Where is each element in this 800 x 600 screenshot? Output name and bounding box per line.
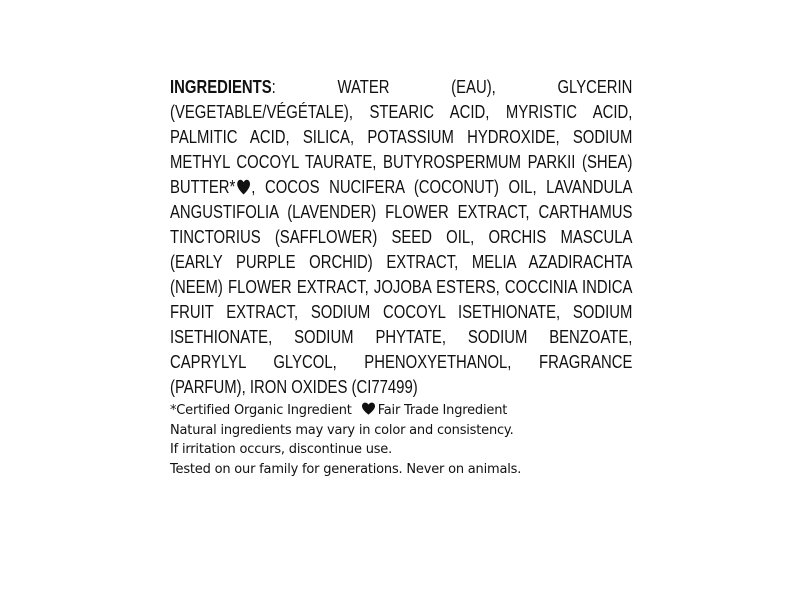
ingredients-text-part-2: , COCOS NUCIFERA (COCONUT) OIL, LAVANDULA ANGUSTIFOLIA (LAVENDER) FLOWER EXTRACT, CARTHAMUS TINCTORIUS (SAFFLOWER) SEED OIL, ORCHIS MASCULA (EARLY PURPLE ORCHID) EXTRACT, MELIA AZADIRACHTA (NEEM) FLOWER EXTRACT, JOJOBA ESTERS, COCCINIA INDICA FRUIT EXTRACT, SODIUM COCOYL ISETHIONATE, SODIUM ISETHIONATE, SODIUM PHYTATE, SODIUM BENZOATE, CAPRYLYL GLYCOL, PHENOXYETHANOL, FRAGRANCE (PARFUM), IRON OXIDES (CI77499) <box>170 176 633 397</box>
label-notes <box>170 401 632 479</box>
animal-testing-note: Tested on our family for generations. Never on animals. <box>170 461 522 477</box>
ingredients-heading-colon: : <box>271 76 276 97</box>
legend-line <box>170 401 632 421</box>
organic-ingredient-note: *Certified Organic Ingredient <box>170 403 352 418</box>
ingredients-text-part-1: WATER (EAU), GLYCERIN (VEGETABLE/VÉGÉTALE), STEARIC ACID, MYRISTIC ACID, PALMITIC ACID, SILICA, POTASSIUM HYDROXIDE, SODIUM METHYL COCOYL TAURATE, BUTYROSPERMUM PARKII (SHEA) BUTTER* <box>170 76 633 197</box>
heart-icon <box>236 179 250 195</box>
ingredients-label <box>170 74 632 479</box>
natural-ingredients-note: Natural ingredients may vary in color and consistency. <box>170 422 514 438</box>
fair-trade-ingredient-note: Fair Trade Ingredient <box>377 403 508 418</box>
ingredients-heading: INGREDIENTS <box>170 76 272 97</box>
heart-icon <box>361 402 376 415</box>
irritation-warning: If irritation occurs, discontinue use. <box>170 442 393 457</box>
ingredients-list <box>170 74 632 399</box>
